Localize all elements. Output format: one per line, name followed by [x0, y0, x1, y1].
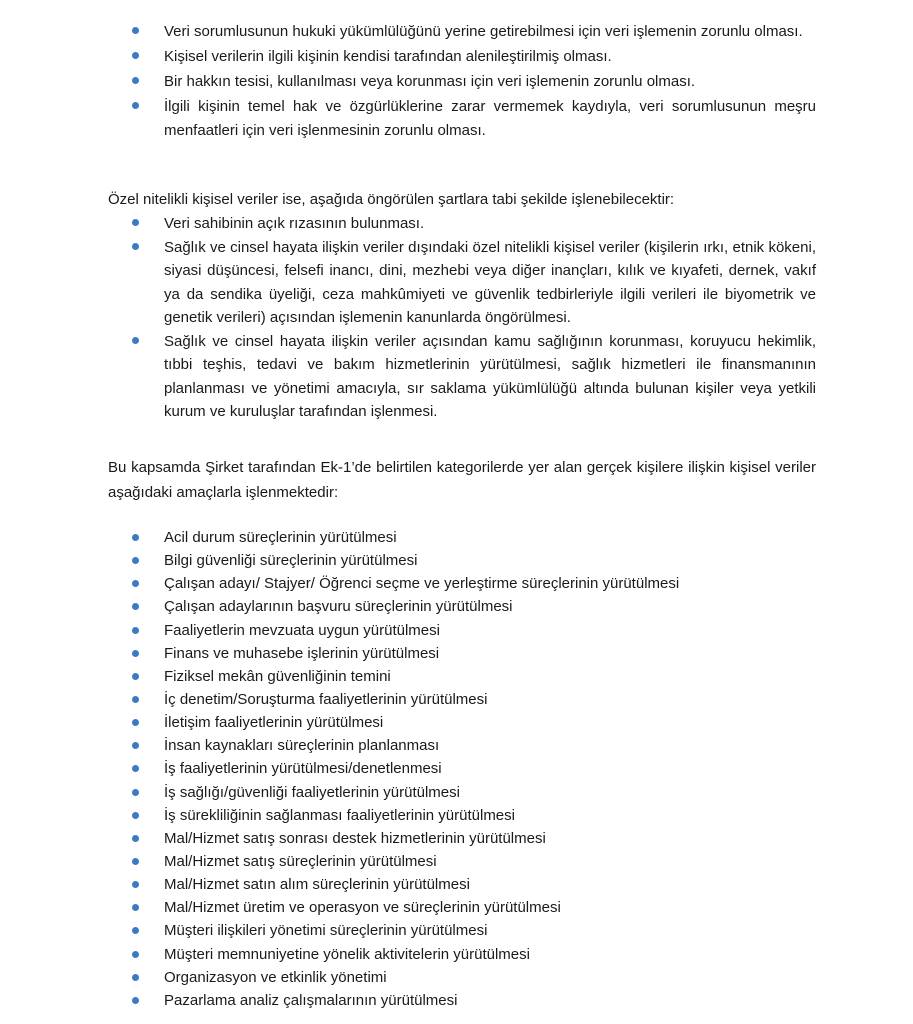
bullet-icon	[132, 765, 139, 772]
list-item-text: İş sürekliliğinin sağlanması faaliyetlerinin yürütülmesi	[164, 806, 515, 824]
list-item-text: Mal/Hizmet üretim ve operasyon ve süreçlerinin yürütülmesi	[164, 899, 561, 917]
list-item	[108, 989, 816, 1012]
list-item	[108, 236, 816, 330]
list-item	[108, 20, 816, 44]
bullet-icon	[132, 974, 139, 981]
bullet-icon	[132, 997, 139, 1004]
list-item	[108, 734, 816, 757]
list-item	[108, 850, 816, 873]
list-item-text: İş faaliyetlerinin yürütülmesi/denetlenmesi	[164, 760, 442, 778]
list-item	[108, 45, 816, 69]
list-item-text: Bilgi güvenliği süreçlerinin yürütülmesi	[164, 552, 418, 570]
special-data-conditions-list	[108, 212, 816, 424]
list-item	[108, 896, 816, 919]
list-item-text: İç denetim/Soruşturma faaliyetlerinin yürütülmesi	[164, 690, 488, 708]
bullet-icon	[132, 627, 139, 634]
list-item-text: Sağlık ve cinsel hayata ilişkin veriler dışındaki özel nitelikli kişisel veriler (kişilerin ırkı, etnik kökeni, siyasi düşüncesi, felsefi inancı, dini, mezhebi veya diğer inançları, kılık ve kıyafeti, dernek, vakıf ya da sendika üyeliği, ceza mahkûmiyeti ve güvenlik tedbirleriyle ilgili verileri ile biyometrik ve genetik verileri) açısından işlemenin kanunlarda öngörülmesi.	[164, 238, 816, 326]
bullet-icon	[132, 927, 139, 934]
list-item	[108, 919, 816, 942]
list-item-text: Acil durum süreçlerinin yürütülmesi	[164, 529, 397, 546]
bullet-icon	[132, 835, 139, 842]
list-item	[108, 757, 816, 780]
list-item-text: Pazarlama analiz çalışmalarının yürütülmesi	[164, 991, 458, 1009]
bullet-icon	[132, 696, 139, 703]
bullet-icon	[132, 812, 139, 819]
bullet-icon	[132, 77, 139, 84]
list-item-text: Çalışan adaylarının başvuru süreçlerinin yürütülmesi	[164, 598, 513, 616]
list-item	[108, 549, 816, 572]
list-item	[108, 943, 816, 966]
list-item-text: Organizasyon ve etkinlik yönetimi	[164, 968, 387, 986]
list-item-text: Sağlık ve cinsel hayata ilişkin veriler açısından kamu sağlığının korunması, koruyucu hekimlik, tıbbi teşhis, tedavi ve bakım hizmetlerinin yürütülmesi, sağlık hizmetleri ile finansmanının planlanması ve yönetimi amacıyla, sır saklama yükümlülüğü altında bulunan kişiler veya yetkili kurum ve kuruluşlar tarafından işlenmesi.	[164, 332, 816, 420]
bullet-icon	[132, 719, 139, 726]
list-item	[108, 95, 816, 142]
list-item	[108, 572, 816, 595]
list-item	[108, 781, 816, 804]
list-item-text: Faaliyetlerin mevzuata uygun yürütülmesi	[164, 621, 440, 639]
bullet-icon	[132, 742, 139, 749]
list-item-text: Veri sorumlusunun hukuki yükümlülüğünü yerine getirebilmesi için veri işlemenin zorunlu olması.	[164, 23, 803, 40]
list-item-text: Fiziksel mekân güvenliğinin temini	[164, 667, 391, 685]
bullet-icon	[132, 219, 139, 226]
bullet-icon	[132, 881, 139, 888]
bullet-icon	[132, 52, 139, 59]
bullet-icon	[132, 650, 139, 657]
special-data-paragraph: Özel nitelikli kişisel veriler ise, aşağıda öngörülen şartlara tabi şekilde işlenebilecektir:	[108, 191, 675, 208]
bullet-icon	[132, 534, 139, 541]
list-item-text: Kişisel verilerin ilgili kişinin kendisi tarafından alenileştirilmiş olması.	[164, 48, 612, 65]
list-item-text: İnsan kaynakları süreçlerinin planlanması	[164, 737, 440, 755]
list-item-text: Mal/Hizmet satın alım süreçlerinin yürütülmesi	[164, 876, 470, 894]
bullet-icon	[132, 580, 139, 587]
bullet-icon	[132, 102, 139, 109]
bullet-icon	[132, 337, 139, 344]
list-item	[108, 526, 816, 549]
list-item	[108, 70, 816, 94]
list-item-text: İş sağlığı/güvenliği faaliyetlerinin yürütülmesi	[164, 783, 460, 801]
list-item-text: İlgili kişinin temel hak ve özgürlüklerine zarar vermemek kaydıyla, veri sorumlusunun meşru menfaatleri için veri işlenmesinin zorunlu olması.	[164, 98, 816, 139]
list-item-text: Müşteri memnuniyetine yönelik aktivitelerin yürütülmesi	[164, 945, 530, 963]
list-item	[108, 966, 816, 989]
list-item-text: Mal/Hizmet satış sonrası destek hizmetlerinin yürütülmesi	[164, 829, 546, 847]
list-item-text: Mal/Hizmet satış süreçlerinin yürütülmesi	[164, 852, 437, 870]
list-item	[108, 330, 816, 424]
list-item	[108, 827, 816, 850]
bullet-icon	[132, 951, 139, 958]
list-item-text: Finans ve muhasebe işlerinin yürütülmesi	[164, 644, 440, 662]
list-item-text: Müşteri ilişkileri yönetimi süreçlerinin yürütülmesi	[164, 922, 488, 940]
list-item	[108, 665, 816, 688]
bullet-icon	[132, 243, 139, 250]
list-item	[108, 619, 816, 642]
list-item-text: Bir hakkın tesisi, kullanılması veya korunması için veri işlemenin zorunlu olması.	[164, 73, 696, 90]
purposes-intro-paragraph: Bu kapsamda Şirket tarafından Ek-1’de belirtilen kategorilerde yer alan gerçek kişilere ilişkin kişisel veriler aşağıdaki amaçlarla işlenmektedir:	[108, 459, 816, 501]
list-item	[108, 642, 816, 665]
bullet-icon	[132, 557, 139, 564]
list-item-text: Veri sahibinin açık rızasının bulunması.	[164, 215, 425, 232]
bullet-icon	[132, 858, 139, 865]
list-item-text: Çalışan adayı/ Stajyer/ Öğrenci seçme ve yerleştirme süreçlerinin yürütülmesi	[164, 575, 680, 593]
bullet-icon	[132, 27, 139, 34]
bullet-icon	[132, 673, 139, 680]
bullet-icon	[132, 603, 139, 610]
bullet-icon	[132, 904, 139, 911]
list-item	[108, 595, 816, 618]
list-item	[108, 711, 816, 734]
list-item	[108, 804, 816, 827]
legal-conditions-list	[108, 20, 816, 144]
list-item	[108, 688, 816, 711]
bullet-icon	[132, 789, 139, 796]
list-item	[108, 212, 816, 236]
processing-purposes-list	[108, 526, 816, 1012]
list-item-text: İletişim faaliyetlerinin yürütülmesi	[164, 714, 384, 732]
list-item	[108, 873, 816, 896]
